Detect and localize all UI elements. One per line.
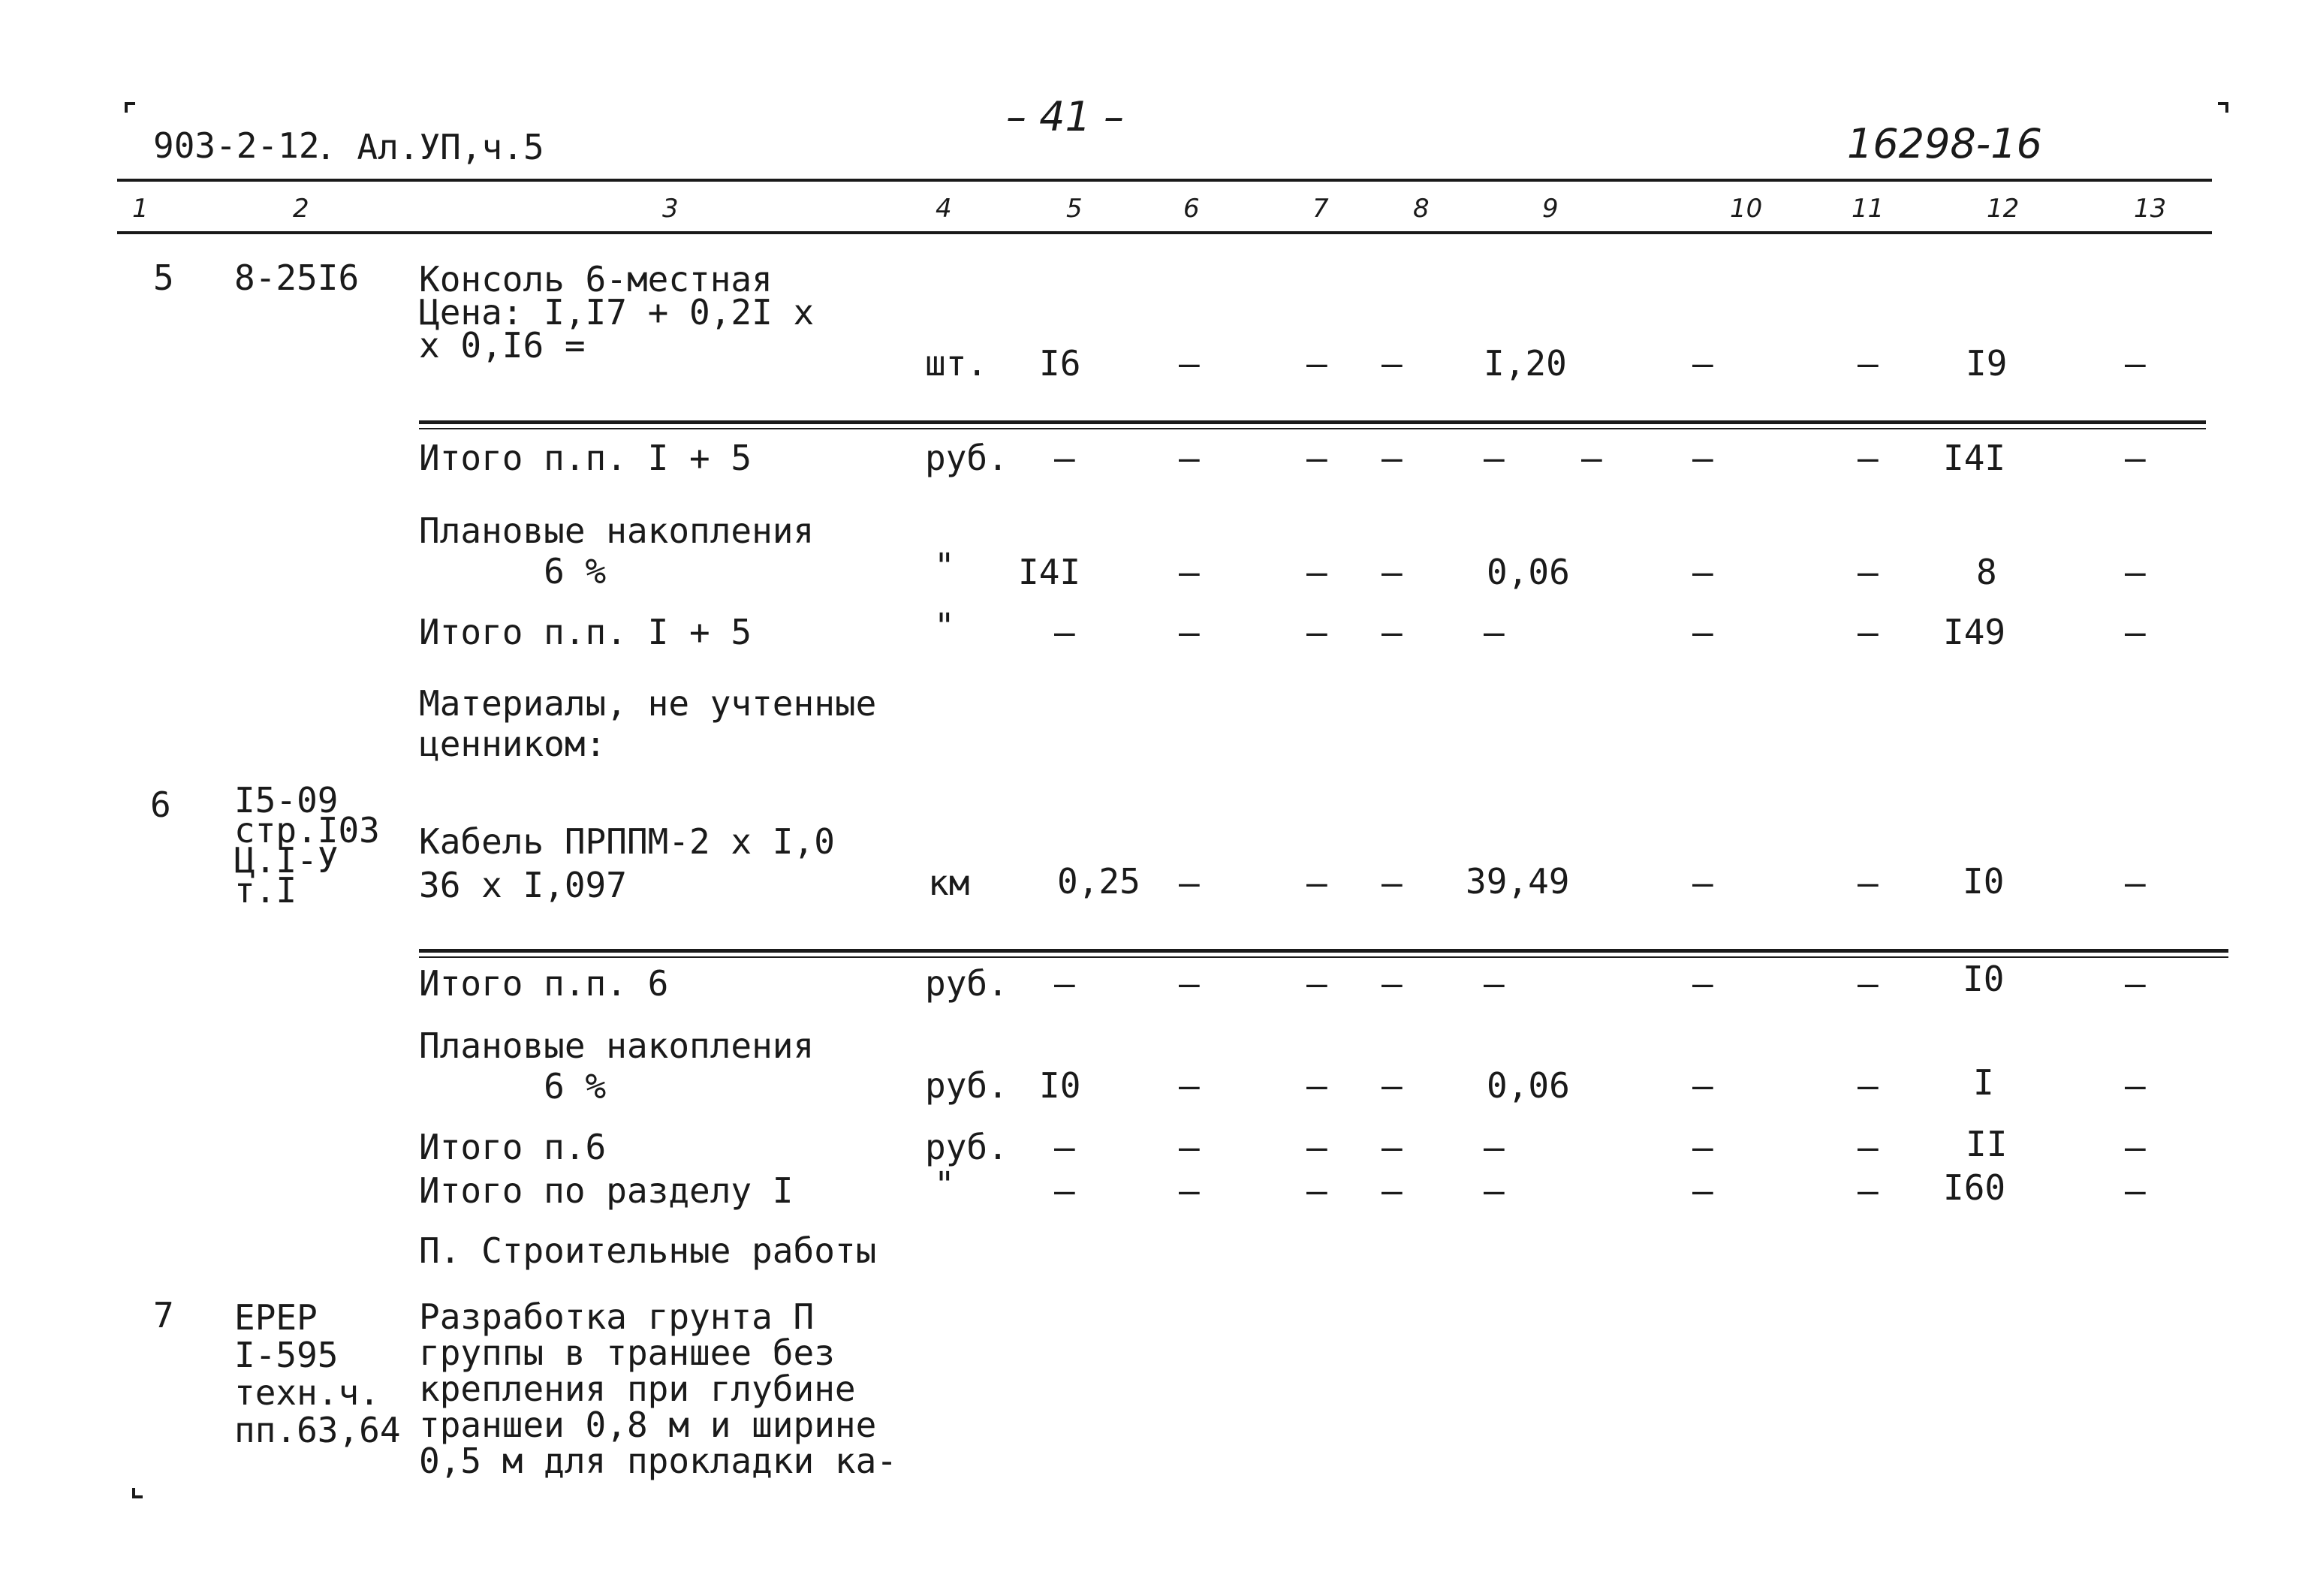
value-col9: –	[1484, 1127, 1505, 1167]
corner-mark-top-left	[125, 102, 135, 113]
value-col6: –	[1179, 438, 1200, 478]
total-label: Итого п.6	[419, 1127, 607, 1167]
value-col11: –	[1858, 863, 1879, 903]
value-col6: –	[1179, 612, 1200, 652]
value-col10: –	[1692, 612, 1713, 652]
column-number: 2	[293, 194, 309, 224]
column-number: 3	[662, 194, 679, 224]
value-col12: I0	[1963, 861, 2005, 902]
unit-cell: "	[934, 546, 955, 586]
value-col9: –	[1484, 1170, 1505, 1211]
album-reference: . Ал.УП,ч.5	[315, 127, 544, 167]
unit-cell: руб.	[925, 1065, 1008, 1106]
unit-cell: руб.	[925, 438, 1008, 478]
value-col5: –	[1054, 612, 1075, 652]
value-col10: –	[1692, 1065, 1713, 1106]
value-col6: –	[1179, 1127, 1200, 1167]
section-total-label: Итого по разделу I	[419, 1170, 794, 1211]
value-col5: –	[1054, 1127, 1075, 1167]
header-bottom-rule	[117, 231, 2212, 234]
total-label: Итого п.п. I + 5	[419, 612, 752, 652]
unit-cell: руб.	[925, 1127, 1008, 1167]
total-label: Итого п.п. 6	[419, 963, 669, 1004]
value-col9b: –	[1581, 438, 1602, 478]
value-col11: –	[1858, 1127, 1879, 1167]
value-col12: I0	[1963, 959, 2005, 999]
planned-accumulation-label: Плановые накопления 6 %	[419, 1025, 815, 1107]
value-col9: 39,49	[1466, 861, 1570, 902]
subtotal-rule	[419, 956, 2228, 958]
value-col6: –	[1179, 963, 1200, 1004]
price-code: 8-25I6	[234, 257, 360, 298]
document-code: 903-2-12	[153, 125, 320, 166]
column-number: 13	[2134, 194, 2167, 224]
value-col8: –	[1381, 1065, 1403, 1106]
value-col7: –	[1306, 612, 1327, 652]
value-col7: –	[1306, 1065, 1327, 1106]
value-col10: –	[1692, 863, 1713, 903]
value-col13: –	[2125, 1065, 2146, 1106]
value-col10: –	[1692, 438, 1713, 478]
column-number: 6	[1183, 194, 1200, 224]
value-col8: –	[1381, 1127, 1403, 1167]
item-description: Разработка грунта П группы в траншее без крепления при глубине траншеи 0,8 м и ширине 0,5 м для прокладки ка-	[419, 1296, 897, 1481]
value-col12: 8	[1976, 552, 1997, 592]
header-top-rule	[117, 179, 2212, 182]
column-number: 10	[1730, 194, 1763, 224]
column-number: 1	[132, 194, 149, 224]
value-col5: I6	[1039, 343, 1081, 384]
value-col13: –	[2125, 552, 2146, 592]
value-col11: –	[1858, 552, 1879, 592]
row-number: 7	[153, 1295, 174, 1336]
sheet-code: 16298-16	[1847, 120, 2042, 167]
row-number: 6	[150, 784, 171, 825]
column-number: 12	[1987, 194, 2020, 224]
value-col13: –	[2125, 438, 2146, 478]
value-col5: –	[1054, 1170, 1075, 1211]
value-col12: I49	[1943, 612, 2006, 652]
planned-accumulation-label: Плановые накопления 6 %	[419, 510, 815, 592]
subtotal-rule	[419, 420, 2206, 424]
value-col13: –	[2125, 612, 2146, 652]
value-col13: –	[2125, 963, 2146, 1004]
value-col5: –	[1054, 438, 1075, 478]
value-col11: –	[1858, 343, 1879, 384]
value-col11: –	[1858, 438, 1879, 478]
column-number: 4	[936, 194, 952, 224]
column-number: 7	[1312, 194, 1329, 224]
value-col12: I60	[1943, 1167, 2006, 1208]
column-number: 9	[1542, 194, 1559, 224]
price-code: ЕРЕР I-595 техн.ч. пп.63,64	[234, 1297, 401, 1450]
corner-mark-top-right	[2218, 102, 2228, 113]
row-number: 5	[153, 257, 174, 298]
item-description: Кабель ПРППМ-2 x I,0 36 x I,097	[419, 821, 835, 905]
value-col6: –	[1179, 863, 1200, 903]
column-number: 11	[1852, 194, 1885, 224]
value-col9: –	[1484, 963, 1505, 1004]
value-col8: –	[1381, 963, 1403, 1004]
subtotal-rule	[419, 949, 2228, 953]
value-col7: –	[1306, 552, 1327, 592]
value-col9: –	[1484, 438, 1505, 478]
value-col8: –	[1381, 552, 1403, 592]
total-label: Итого п.п. I + 5	[419, 438, 752, 478]
value-col12: I9	[1966, 343, 2008, 384]
subtotal-rule	[419, 428, 2206, 429]
value-col11: –	[1858, 1065, 1879, 1106]
value-col10: –	[1692, 1127, 1713, 1167]
value-col8: –	[1381, 1170, 1403, 1211]
value-col7: –	[1306, 863, 1327, 903]
value-col5: 0,25	[1057, 861, 1140, 902]
value-col6: –	[1179, 552, 1200, 592]
value-col7: –	[1306, 343, 1327, 384]
value-col9: 0,06	[1487, 1065, 1570, 1106]
unit-cell: руб.	[925, 963, 1008, 1004]
value-col12: II	[1966, 1124, 2008, 1164]
value-col10: –	[1692, 552, 1713, 592]
value-col5: I0	[1039, 1065, 1081, 1106]
value-col11: –	[1858, 1170, 1879, 1211]
value-col5: I4I	[1018, 552, 1081, 592]
column-number: 8	[1413, 194, 1430, 224]
section-heading: П. Строительные работы	[419, 1230, 877, 1271]
value-col12: I	[1973, 1062, 1994, 1103]
value-col8: –	[1381, 438, 1403, 478]
value-col13: –	[2125, 863, 2146, 903]
value-col13: –	[2125, 1127, 2146, 1167]
value-col7: –	[1306, 963, 1327, 1004]
value-col10: –	[1692, 343, 1713, 384]
value-col5: –	[1054, 963, 1075, 1004]
value-col9: 0,06	[1487, 552, 1570, 592]
value-col7: –	[1306, 1127, 1327, 1167]
value-col8: –	[1381, 343, 1403, 384]
unit-cell: шт.	[925, 343, 988, 384]
price-code: I5-09 стр.I03 Ц.I-У т.I	[234, 780, 380, 911]
value-col6: –	[1179, 1065, 1200, 1106]
value-col7: –	[1306, 438, 1327, 478]
value-col10: –	[1692, 1170, 1713, 1211]
corner-mark-bottom-left	[132, 1488, 143, 1498]
column-number: 5	[1066, 194, 1083, 224]
value-col6: –	[1179, 343, 1200, 384]
value-col12: I4I	[1943, 438, 2006, 478]
value-col8: –	[1381, 863, 1403, 903]
value-col9: –	[1484, 612, 1505, 652]
unit-cell: "	[934, 606, 955, 646]
value-col10: –	[1692, 963, 1713, 1004]
materials-note: Материалы, не учтенные ценником:	[419, 683, 877, 764]
value-col13: –	[2125, 1170, 2146, 1211]
page-number: – 41 –	[1006, 93, 1125, 140]
value-col11: –	[1858, 963, 1879, 1004]
item-description: Консоль 6-местная Цена: I,I7 + 0,2I x x 0,I6 =	[419, 259, 815, 366]
value-col8: –	[1381, 612, 1403, 652]
value-col11: –	[1858, 612, 1879, 652]
value-col9: I,20	[1484, 343, 1567, 384]
unit-cell: "	[934, 1164, 955, 1205]
value-col7: –	[1306, 1170, 1327, 1211]
value-col6: –	[1179, 1170, 1200, 1211]
unit-cell: км	[928, 863, 970, 903]
value-col13: –	[2125, 343, 2146, 384]
